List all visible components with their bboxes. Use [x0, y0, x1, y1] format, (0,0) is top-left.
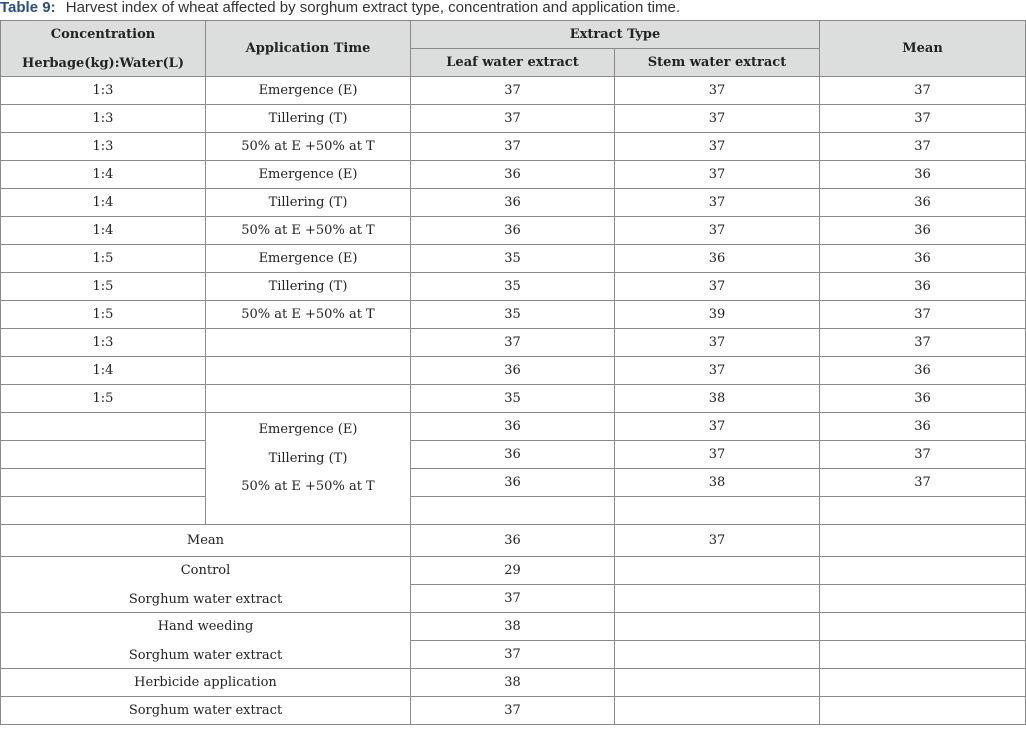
table-row: [1, 189, 1026, 217]
mean-cell: 36: [820, 273, 1026, 301]
leaf-cell: [411, 497, 615, 525]
table-row: [1, 385, 1026, 413]
time-group-item: 50% at E +50% at T: [241, 479, 375, 494]
time-group-cell: [206, 413, 411, 525]
empty-cell: [615, 669, 820, 697]
mean-cell: 36: [820, 161, 1026, 189]
conc-cell: 1:3: [1, 133, 206, 161]
comparison-value: 37: [411, 585, 615, 613]
conc-cell: 1:4: [1, 357, 206, 385]
header-concentration: [1, 21, 206, 77]
empty-cell: [820, 585, 1026, 613]
empty-cell: [615, 641, 820, 669]
leaf-cell: 35: [411, 301, 615, 329]
mean-cell: 36: [820, 245, 1026, 273]
conc-cell: 1:3: [1, 329, 206, 357]
conc-cell: 1:4: [1, 217, 206, 245]
conc-cell: 1:5: [1, 245, 206, 273]
stem-cell: 39: [615, 301, 820, 329]
header-mean: Mean: [820, 21, 1026, 77]
leaf-cell: 36: [411, 189, 615, 217]
mean-cell: 36: [820, 217, 1026, 245]
empty-cell: [820, 557, 1026, 585]
mean-cell: 37: [820, 105, 1026, 133]
mean-cell: 37: [820, 133, 1026, 161]
stem-cell: 37: [615, 105, 820, 133]
table-row: [1, 301, 1026, 329]
stem-cell: 37: [615, 189, 820, 217]
leaf-cell: 35: [411, 273, 615, 301]
stem-cell: 37: [615, 441, 820, 469]
comparison-label-cell: [1, 557, 411, 613]
comparison-value: 38: [411, 613, 615, 641]
stem-cell: 37: [615, 217, 820, 245]
stem-cell: 37: [615, 77, 820, 105]
time-cell: Emergence (E): [206, 161, 411, 189]
caption-text: Harvest index of wheat affected by sorghum extract type, concentration and application time.: [65, 0, 680, 16]
time-cell: Tillering (T): [206, 273, 411, 301]
time-cell: 50% at E +50% at T: [206, 133, 411, 161]
conc-cell: 1:3: [1, 77, 206, 105]
leaf-cell: 35: [411, 245, 615, 273]
stem-cell: 37: [615, 133, 820, 161]
header-stem-extract: Stem water extract: [615, 49, 820, 77]
time-cell: Emergence (E): [206, 77, 411, 105]
header-application-time: Application Time: [206, 21, 411, 77]
comparison-label-a: Hand weeding: [157, 618, 254, 634]
table-row: [1, 497, 1026, 525]
leaf-cell: 37: [411, 329, 615, 357]
header-extract-type: Extract Type: [411, 21, 820, 49]
table-caption: [0, 0, 1026, 20]
comparison-row: [1, 613, 1026, 641]
stem-cell: 36: [615, 245, 820, 273]
harvest-index-table: [0, 20, 1026, 725]
empty-cell: [615, 585, 820, 613]
time-cell: Tillering (T): [206, 105, 411, 133]
empty-cell: [615, 613, 820, 641]
table-row: [1, 133, 1026, 161]
empty-cell: [615, 697, 820, 725]
empty-cell: [820, 697, 1026, 725]
conc-cell: 1:3: [1, 105, 206, 133]
table-row: [1, 469, 1026, 497]
table-row: [1, 245, 1026, 273]
time-group-item: Emergence (E): [258, 422, 358, 437]
comparison-label-a: Control: [180, 562, 231, 578]
comparison-row: [1, 669, 1026, 697]
header-leaf-extract: Leaf water extract: [411, 49, 615, 77]
stem-cell: 37: [615, 413, 820, 441]
empty-cell: [820, 613, 1026, 641]
mean-cell: [820, 497, 1026, 525]
leaf-cell: 36: [411, 469, 615, 497]
stem-cell: 37: [615, 161, 820, 189]
comparison-value: 37: [411, 641, 615, 669]
comparison-label-cell: [1, 613, 411, 669]
comparison-label-b: Sorghum water extract: [128, 647, 283, 663]
stem-cell: 37: [615, 273, 820, 301]
leaf-cell: 35: [411, 385, 615, 413]
leaf-cell: 37: [411, 133, 615, 161]
mean-cell: 37: [820, 77, 1026, 105]
comparison-label-b: Sorghum water extract: [1, 697, 411, 725]
conc-cell: 1:4: [1, 189, 206, 217]
conc-cell: [1, 441, 206, 469]
mean-cell: 36: [820, 189, 1026, 217]
table-row: [1, 273, 1026, 301]
table-row: [1, 105, 1026, 133]
comparison-label-a: Herbicide application: [1, 669, 411, 697]
table-row: [1, 77, 1026, 105]
mean-cell: 36: [820, 385, 1026, 413]
comparison-row: [1, 697, 1026, 725]
overall-mean-leaf: 36: [411, 525, 615, 557]
overall-mean-row: [1, 525, 1026, 557]
caption-label: Table 9:: [0, 0, 56, 16]
header-row-1: [1, 21, 1026, 49]
stem-cell: [615, 497, 820, 525]
mean-cell: 37: [820, 329, 1026, 357]
table-row: [1, 217, 1026, 245]
leaf-cell: 36: [411, 161, 615, 189]
mean-cell: 37: [820, 441, 1026, 469]
leaf-cell: 37: [411, 77, 615, 105]
time-cell: 50% at E +50% at T: [206, 301, 411, 329]
time-cell: 50% at E +50% at T: [206, 217, 411, 245]
comparison-value: 29: [411, 557, 615, 585]
stem-cell: 38: [615, 385, 820, 413]
table-row: [1, 161, 1026, 189]
time-cell: Tillering (T): [206, 189, 411, 217]
stem-cell: 38: [615, 469, 820, 497]
stem-cell: 37: [615, 357, 820, 385]
time-cell: [206, 385, 411, 413]
conc-cell: 1:5: [1, 385, 206, 413]
empty-cell: [820, 641, 1026, 669]
comparison-value: 38: [411, 669, 615, 697]
conc-cell: 1:5: [1, 273, 206, 301]
mean-cell: 36: [820, 357, 1026, 385]
time-cell: [206, 357, 411, 385]
table-row: [1, 357, 1026, 385]
leaf-cell: 36: [411, 413, 615, 441]
table-row: [1, 329, 1026, 357]
time-group-item: Tillering (T): [268, 450, 348, 466]
empty-cell: [820, 669, 1026, 697]
time-cell: [206, 329, 411, 357]
overall-mean-stem: 37: [615, 525, 820, 557]
header-concentration-line2: Herbage(kg):Water(L): [22, 55, 184, 71]
time-cell: Emergence (E): [206, 245, 411, 273]
mean-cell: 37: [820, 301, 1026, 329]
overall-mean-empty: [820, 525, 1026, 557]
mean-cell: 36: [820, 413, 1026, 441]
conc-cell: 1:4: [1, 161, 206, 189]
leaf-cell: 37: [411, 105, 615, 133]
empty-cell: [615, 557, 820, 585]
leaf-cell: 36: [411, 441, 615, 469]
table-row: [1, 413, 1026, 441]
conc-cell: [1, 497, 206, 525]
conc-cell: 1:5: [1, 301, 206, 329]
leaf-cell: 36: [411, 357, 615, 385]
conc-cell: [1, 413, 206, 441]
leaf-cell: 36: [411, 217, 615, 245]
header-concentration-line1: Concentration: [50, 26, 156, 42]
stem-cell: 37: [615, 329, 820, 357]
overall-mean-label: Mean: [1, 525, 411, 557]
conc-cell: [1, 469, 206, 497]
comparison-value: 37: [411, 697, 615, 725]
comparison-label-b: Sorghum water extract: [128, 591, 283, 607]
mean-cell: 37: [820, 469, 1026, 497]
comparison-row: [1, 557, 1026, 585]
table-row: [1, 441, 1026, 469]
